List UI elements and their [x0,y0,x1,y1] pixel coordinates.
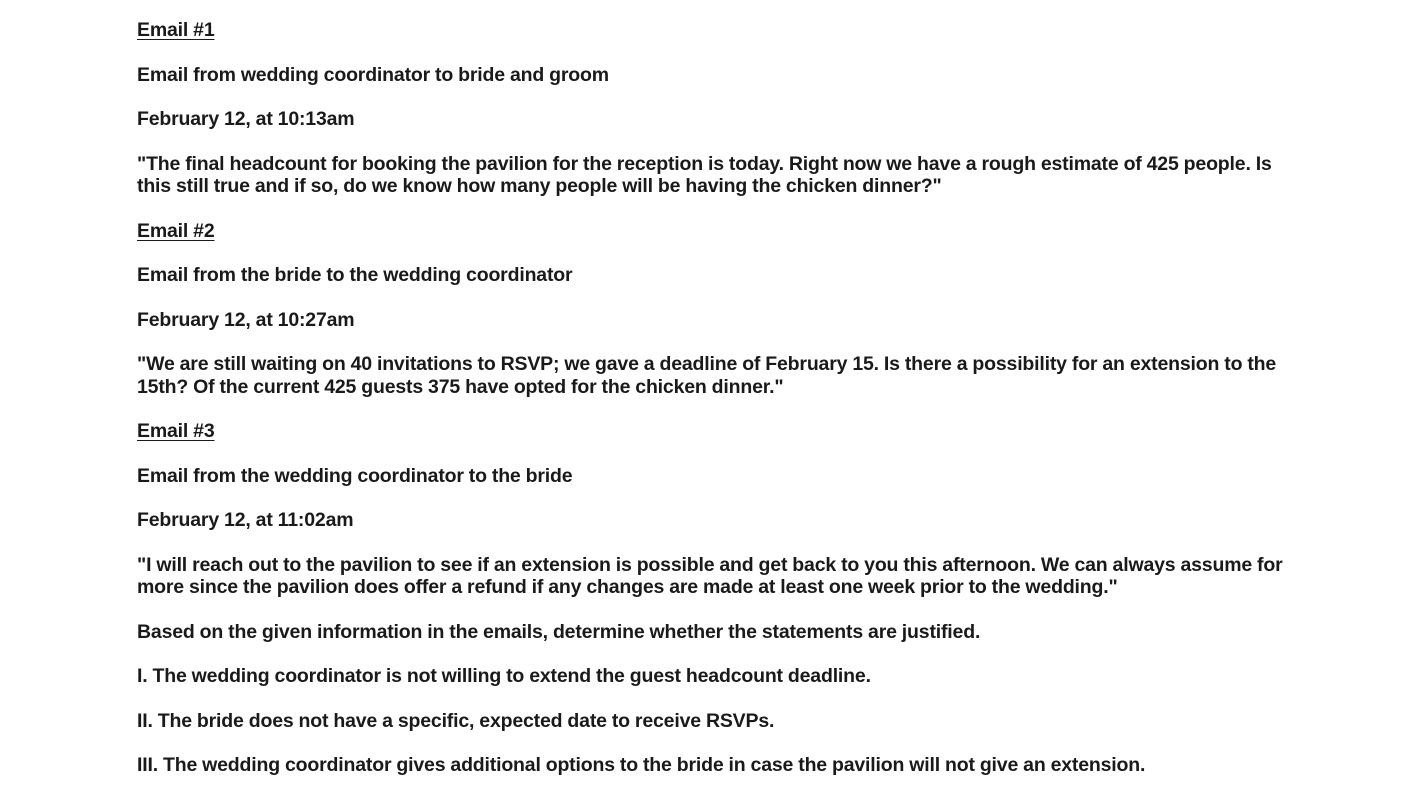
email-3-sender-line: Email from the wedding coordinator to the bride [137,464,573,487]
passage-body [137,19,1298,777]
statement-i: I. The wedding coordinator is not willing to extend the guest headcount deadline. [137,665,871,687]
email-1-heading: Email #1 [137,19,215,41]
statement-ii: II. The bride does not have a specific, expected date to receive RSVPs. [137,709,775,732]
email-1-sender-line: Email from wedding coordinator to bride and groom [137,63,609,86]
email-2-heading: Email #2 [137,219,215,242]
email-3-timestamp: February 12, at 11:02am [137,509,354,531]
email-2-sender-line: Email from the bride to the wedding coordinator [137,264,573,286]
email-3-heading: Email #3 [137,420,215,442]
question-prompt: Based on the given information in the emails, determine whether the statements are justified. [137,620,981,643]
email-2-timestamp: February 12, at 10:27am [137,308,355,331]
email-2-body: "We are still waiting on 40 invitations to RSVP; we gave a deadline of February 15. Is there a possibility for an extension to the 15th? Of the current 425 guests 375 have opted for the chicken dinner." [137,353,1277,398]
statement-iii: III. The wedding coordinator gives additional options to the bride in case the pavilion will not give an extension. [137,754,1146,776]
email-1-timestamp: February 12, at 10:13am [137,108,355,130]
email-1-body: "The final headcount for booking the pavilion for the reception is today. Right now we have a rough estimate of 425 people. Is this still true and if so, do we know how many people will be having the chicken dinner?" [137,152,1272,197]
email-3-body: "I will reach out to the pavilion to see if an extension is possible and get back to you this afternoon. We can always assume for more since the pavilion does offer a refund if any changes are made at least one week prior to the wedding." [137,553,1283,598]
